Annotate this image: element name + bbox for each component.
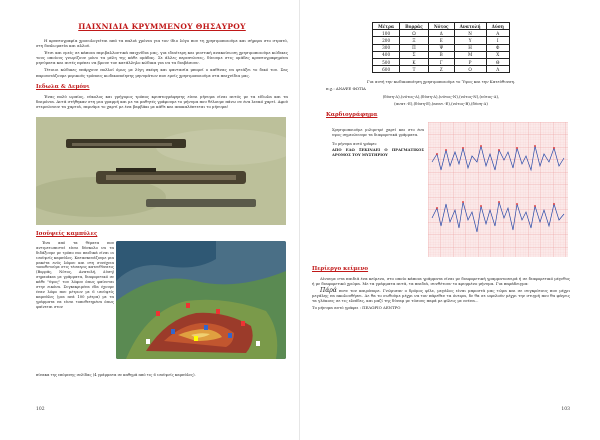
table-cell: Α <box>486 30 509 37</box>
table-row <box>373 30 510 37</box>
cardiogram-paragraph: Χρησιμοποιούμε μιλιμετρέ χαρτί και στο ένα υψος σημειώνουμε τα διαφορετικά γράμματα. <box>332 127 424 137</box>
cardiogram-text <box>332 128 424 161</box>
table-cell: Ζ <box>428 66 454 73</box>
table-cell: Λ <box>486 66 509 73</box>
table-cell: Φ <box>486 44 509 51</box>
table-cell: Θ <box>486 58 509 65</box>
intro-paragraph-2: Έτσι και εμείς σε κάποια περιβαλλοντικά παιχνίδια μας, για ιδιαίτερη και μυστική ανακοίνωση χρησιμοποιούμε κώδικες τους οποίους γνωρίζουν μόνο τα μέλη της κάθε ομάδας. Σε άλλες περιπτώσεις, δίνουμε στις ομάδες κρυπτογραφημένα μηνύματα και αυτές πρέπει να βρουν τον κατάλληλο κώδικα για να τα διαβάσουν. <box>36 50 288 66</box>
table-cell: Τ <box>400 66 429 73</box>
table-cell: Κ <box>400 58 429 65</box>
letter-flag <box>156 311 160 316</box>
table-header-row <box>373 23 510 30</box>
table-row <box>373 37 510 44</box>
table-cell: Χ <box>486 51 509 58</box>
idol-figure <box>66 139 186 148</box>
table-row <box>373 44 510 51</box>
table-cell: 100 <box>373 30 400 37</box>
table-header-cell: Ανατολή <box>454 23 486 30</box>
table-header-cell: Μέτρα <box>373 23 400 30</box>
contour-code-table <box>372 22 510 73</box>
table-example-label: π.χ.: ΑΝΑΨΕ ΦΩΤΙΑ <box>326 86 366 92</box>
graph-paper-svg <box>428 122 568 257</box>
table-cell: 400 <box>373 51 400 58</box>
intro-paragraph-1: Η κρυπτογραφία χρονολογείται από τα παλιά χρόνια για τον ίδιο λόγο που τη χρησιμοποιούμε και σήμερα στο στρατό, στη διπλωματία και αλλού. <box>36 38 288 49</box>
table-cell: Ε <box>428 37 454 44</box>
table-header-cell: Δύση <box>486 23 509 30</box>
letter-flag <box>256 341 260 346</box>
table-row <box>373 66 510 73</box>
table-header-cell: Βορράς <box>400 23 429 30</box>
table-cell: Η <box>454 44 486 51</box>
table-cell: Σ <box>400 51 429 58</box>
contours-paragraph: Ένα από τα θέματα που αντιμετωπιστεί είναι δύσκολο να τα διδάξουμε με τρόπο πιο παιδικά είναι οι ισοϋψείς καμπύλες. Κατασκευάζουμε μια μακέτα ενός λόφου και στη συνέχεια τοποθετούμε στις τέσσερις κατευθύνσεις (Βορράς, Νότος, Ανατολή, Δύση) σημαιάκια με γράμματα, διαφορετικό σε κάθε "ύψος" του λόφου όπως φαίνεται στην εικόνα. Συγκεκριμένα έδα έχουμε έναν λόφο που μέτρων με 6 ισοϋψείς καμπύλες (μια ανά 100 μέτρα) με τα γράμματα να είναι τοποθετημένα όπως φαίνεται στον <box>36 240 114 309</box>
section-heading-odd-text: Περίεργο κείμενο <box>312 265 369 272</box>
section-heading-contours: Ισοϋψείς καμπύλες <box>36 230 98 237</box>
table-cell: Β <box>428 51 454 58</box>
cardiogram-caption: Το μήνυμα αυτό γράφει: <box>332 141 378 146</box>
cardiogram-message: ΑΠΟ ΕΔΩ ΞΕΚΙΝΑΕΙ Ο ΠΡΑΓΜΑΤΙΚΟΣ ΔΡΟΜΟΣ ΤΟΥ ΜΥΣΤΗΡΙΟΥ <box>332 148 424 158</box>
table-cell: Ο <box>454 66 486 73</box>
table-cell: Υ <box>454 37 486 44</box>
cardiogram-graph-paper <box>428 122 568 257</box>
table-cell: Ξ <box>400 37 429 44</box>
page-number: 103 <box>561 407 570 412</box>
table-cell: Π <box>400 44 429 51</box>
section-heading-idols: Ιεδωλα & Δεμόνι <box>36 83 90 90</box>
letter-flag <box>171 329 175 334</box>
page-number: 102 <box>36 407 45 412</box>
table-cell: Ψ <box>428 44 454 51</box>
contours-caption: πίνακα της επόμενης σελίδας (4 γράμματα σε καθημά από τις 6 ισοϋψείς καμπύλες). <box>36 372 196 377</box>
table-note: Για αυτή την κωδικοποίηση χρησιμοποιούμε το Ύψος και την Κατεύθυνση. <box>366 79 516 85</box>
table-example-line: (δύση-Δ),(νότος-Δ),(δύση-Δ),(νότος-Ν),(νότος-Ν),(νότος-Δ), <box>382 93 500 99</box>
letter-flag <box>194 336 198 341</box>
table-cell: 300 <box>373 44 400 51</box>
letter-flag <box>186 303 190 308</box>
idols-paragraph: Ένας πολύ ωραίος, εύκολος και γρήγορος τρόπος κρυπτογράφησης είναι μήνυμα είναι αυτός με τα είδωλα και τα δαιμόνια. Αυτά στήθηκαν στη μια γραμμή και με τα μαθητές γράφουμε το μήνυμα που θέλουμε πάνω σε ένα λευκό χαρτί. Αφού στερεώσουν τα χαρτιά, περνάμε το χαρτί με ένα βαμβάκι με κάθε και αποκαλύπτεται το μήνυμα! <box>36 93 288 109</box>
table-cell: 500 <box>373 58 400 65</box>
odd-text-answer: Το μήνυμα αυτό γράφει : ΠΕΛΩΡΙΟ ΔΕΝΤΡΟ <box>312 305 401 311</box>
table-header-cell: Νότος <box>428 23 454 30</box>
letter-flag <box>228 333 232 338</box>
table-cell: 600 <box>373 66 400 73</box>
letter-flag <box>216 309 220 314</box>
table-cell: Ν <box>454 30 486 37</box>
idols-photo <box>36 117 286 225</box>
odd-text-paragraph: Δίνουμε στα παιδιά ένα κείμενο, στο οποίο κάποια γράμματα είναι με διαφορετική γραμματοσειρά ή σε διαφορετικό μέγεθος ή με διαφορετικό χρώμα. Με τα γράμματα αυτά, τα παιδιά, συνθέτουν το κρυμμένο μήνυμα. Για παράδειγμα: <box>312 275 570 286</box>
cardiogram-section <box>312 122 570 262</box>
table-row <box>373 51 510 58</box>
letter-flag <box>146 339 150 344</box>
page-title: ΠΑΙΧΝΙΔΙΑ ΚΡΥΜΜΕΝΟΥ ΘΗΣΑΥΡΟΥ <box>78 22 246 31</box>
contours-section <box>36 241 288 371</box>
hill-model-photo <box>116 241 286 359</box>
right-page <box>300 0 600 440</box>
letter-flag <box>204 325 208 330</box>
table-cell: Ι <box>486 37 509 44</box>
odd-text-lead: Πάρά <box>320 286 337 294</box>
table-cell: 200 <box>373 37 400 44</box>
section-heading-cardiogram: Καρδιογράφημα <box>326 111 378 118</box>
table-example-line: (ανατ.-Ε),(δύση-Ε),(ανατ.-Ε),(νότος-Β),(δύση-Δ) <box>394 100 488 106</box>
table-row <box>373 58 510 65</box>
table-cell: Ρ <box>454 58 486 65</box>
table-cell: Ω <box>400 30 429 37</box>
hill-model-illustration <box>116 241 286 359</box>
odd-text-body: ποτε τον καιρόπορε. Γνώρισαν ο δρόμος φίλε, μεγάλος είναι μπροστά μας τώρα και σε συγκρότους που μέχρι μεγάλης να ακολουθήσει. Δε θα το σωθούμε μέχρι να τον πάρεθεν τα όνειρα, δε θα σε ωφελούν μέχρι την στιγμή που θα φάγεις τα γλύκους σε τις ελπίδες, και μαζί της δύναμ με τόσους παρά με φίλεις με εσένα... <box>312 287 570 304</box>
letter-flag <box>241 321 245 326</box>
idol-figure <box>146 199 256 207</box>
table-cell: Γ <box>428 58 454 65</box>
table-cell: Δ <box>428 30 454 37</box>
odd-text-example <box>312 288 570 303</box>
table-cell: Μ <box>454 51 486 58</box>
intro-paragraph-3: Τέτοιοι κώδικες υπάρχουν πολλοί όμως με λίγη σκέψη και φαντασία μπορεί ο καθένας να φτιάξει το δικό του. Σας παρουσιάζουμε μερικούς τρόπους κωδικοποίησης μηνυμάτων που εμείς χρησιμοποιούμε στα παιχνίδια μας. <box>36 67 288 78</box>
idols-photo-illustration <box>36 117 286 225</box>
contours-text-column <box>36 241 114 312</box>
